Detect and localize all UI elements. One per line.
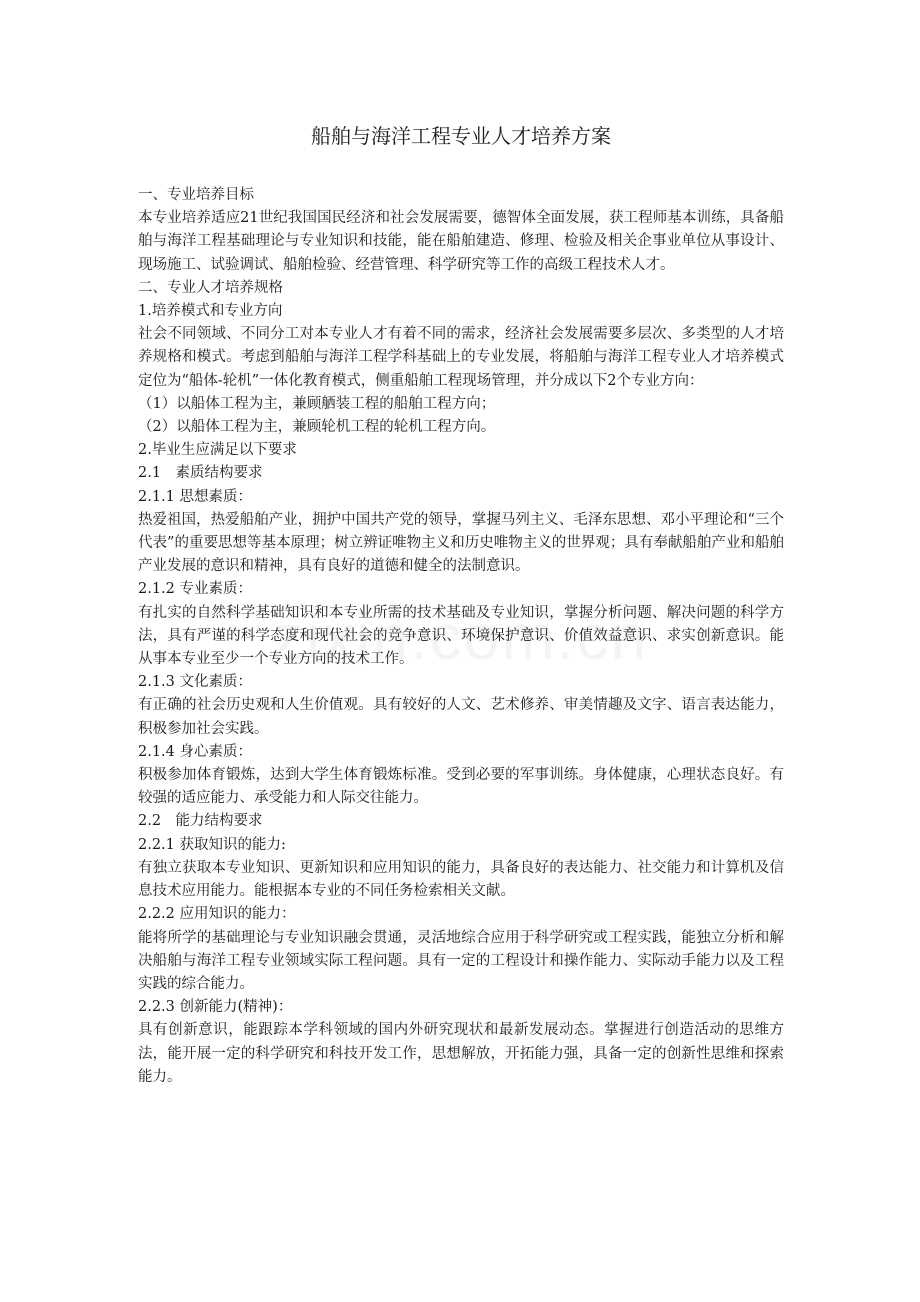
subheading-training-mode: 1.培养模式和专业方向	[138, 303, 283, 320]
list-item-direction-2: （2）以船体工程为主，兼顾轮机工程的轮机工程方向。	[138, 419, 496, 436]
subheading-knowledge-application: 2.2.2 应用知识的能力：	[138, 906, 296, 923]
paragraph-professional-quality: 有扎实的自然科学基础知识和本专业所需的技术基础及专业知识，掌握分析问题、解决问题的科学方法，具有严谨的科学态度和现代社会的竞争意识、环境保护意识、价值效益意识、求实创新意识。能从事本专业至少一个专业方向的技术工作。	[138, 604, 784, 668]
subheading-graduate-requirements: 2.毕业生应满足以下要求	[138, 442, 297, 459]
document-title: 船舶与海洋工程专业人才培养方案	[311, 124, 611, 148]
document-body	[138, 184, 784, 1089]
paragraph-objective: 本专业培养适应21世纪我国国民经济和社会发展需要，德智体全面发展，获工程师基本训练，具备船舶与海洋工程基础理论与专业知识和技能，能在船舶建造、修理、检验及相关企事业单位从事设计、现场施工、试验调试、船舶检验、经营管理、科学研究等工作的高级工程技术人才。	[138, 210, 784, 273]
paragraph-knowledge-acquisition: 有独立获取本专业知识、更新知识和应用知识的能力，具备良好的表达能力、社交能力和计算机及信息技术应用能力。能根据本专业的不同任务检索相关文献。	[138, 859, 784, 900]
subheading-innovation: 2.2.3 创新能力(精神)：	[138, 999, 293, 1016]
subheading-ability-structure: 2.2 能力结构要求	[138, 813, 263, 830]
subheading-knowledge-acquisition: 2.2.1 获取知识的能力:	[138, 836, 286, 853]
paragraph-innovation: 具有创新意识，能跟踪本学科领域的国内外研究现状和最新发展动态。掌握进行创造活动的思维方法，能开展一定的科学研究和科技开发工作，思想解放，开拓能力强，具备一定的创新性思维和探索能力。	[138, 1022, 784, 1085]
subheading-physical-quality: 2.1.4 身心素质：	[138, 743, 253, 760]
paragraph-ideological-quality: 热爱祖国，热爱船舶产业，拥护中国共产党的领导，掌握马列主义、毛泽东思想、邓小平理论和“三个代表”的重要思想等基本原理；树立辨证唯物主义和历史唯物主义的世界观；具有奉献船舶产业和船舶产业发展的意识和精神，具有良好的道德和健全的法制意识。	[138, 511, 784, 575]
paragraph-training-mode: 社会不同领域、不同分工对本专业人才有着不同的需求，经济社会发展需要多层次、多类型的人才培养规格和模式。考虑到船舶与海洋工程学科基础上的专业发展，将船舶与海洋工程专业人才培养模式定位为“船体-轮机”一体化教育模式，侧重船舶工程现场管理，并分成以下2个专业方向：	[138, 326, 784, 389]
list-item-direction-1: （1）以船体工程为主，兼顾舾装工程的船舶工程方向；	[138, 395, 496, 412]
subheading-cultural-quality: 2.1.3 文化素质：	[138, 674, 253, 691]
section-heading-objective: 一、专业培养目标	[138, 187, 254, 203]
paragraph-cultural-quality: 有正确的社会历史观和人生价值观。具有较好的人文、艺术修养、审美情趣及文字、语言表达能力，积极参加社会实践。	[138, 697, 784, 737]
paragraph-knowledge-application: 能将所学的基础理论与专业知识融会贯通，灵活地综合应用于科学研究或工程实践，能独立分析和解决船舶与海洋工程专业领域实际工程问题。具有一定的工程设计和操作能力、实际动手能力以及工程实践的综合能力。	[138, 929, 784, 992]
subheading-ideological-quality: 2.1.1 思想素质：	[138, 488, 253, 505]
subheading-quality-structure: 2.1 素质结构要求	[138, 465, 263, 482]
subheading-professional-quality: 2.1.2 专业素质：	[138, 581, 253, 598]
section-heading-specification: 二、专业人才培养规格	[138, 279, 283, 296]
paragraph-physical-quality: 积极参加体育锻炼，达到大学生体育锻炼标准。受到必要的军事训练。身体健康，心理状态良好。有较强的适应能力、承受能力和人际交往能力。	[138, 767, 784, 807]
